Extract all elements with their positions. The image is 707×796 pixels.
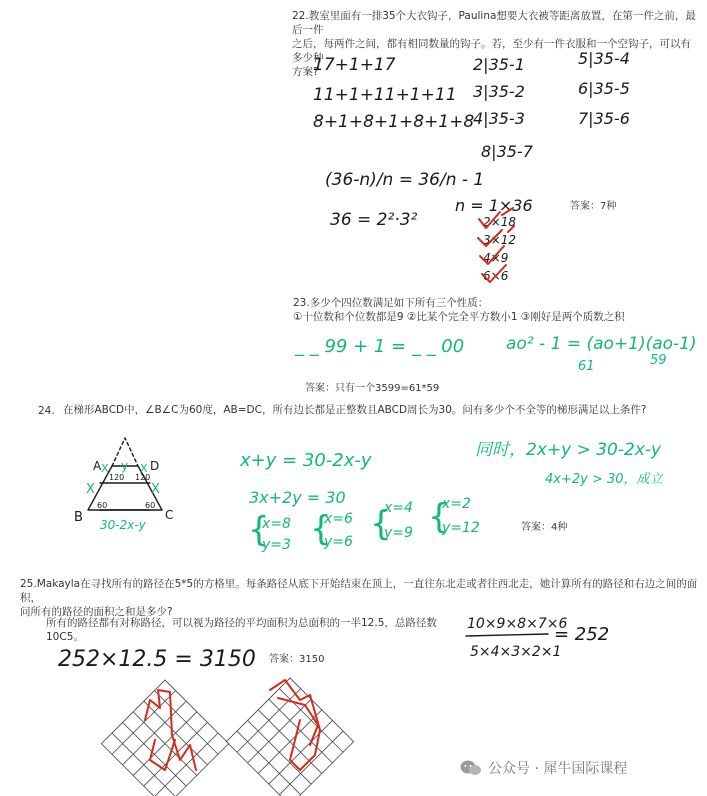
vertex-d: D (150, 459, 160, 473)
sol2-y: y=6 (324, 534, 353, 550)
sol3-x: x=4 (384, 500, 413, 516)
q22-hw-b4: 8|35-7 (481, 142, 533, 161)
q23-hw-g4: 59 (650, 353, 667, 368)
q23-hw-g1: _ _ 99 + 1 = _ _ 00 (295, 336, 465, 357)
q22-hw-f2: 36 = 2²·3² (330, 210, 418, 230)
vertex-b: B (74, 510, 83, 525)
q25-explanation: 所有的路径都有对称路径，可以视为路径的平均面积为总面积的一半12.5，总路径数10C5。 (46, 617, 437, 643)
q25-hw-frac-top: 10×9×8×7×6 (467, 616, 568, 632)
side-x-1: X (86, 482, 95, 497)
brace-icon: { (310, 509, 332, 549)
q22-hw-c2: 6|35-5 (578, 79, 630, 98)
q24-answer: 答案：4种 (521, 522, 568, 533)
q23-hw-g3: 61 (578, 359, 595, 374)
watermark-text: 公众号 · 犀牛国际课程 (488, 761, 628, 777)
q23-hw-g2: ao² - 1 = (ao+1)(ao-1) (506, 334, 697, 354)
q25-answer: 答案：3150 (269, 654, 325, 665)
q22-line-2: 之后，每两件之间，都有相同数量的钩子。若，至少有一件衣服和一个空钩子，可以有多少种 (292, 38, 691, 64)
q22-hw-b3: 4|35-3 (473, 109, 525, 128)
q22-hw-b1: 2|35-1 (473, 55, 525, 74)
q24-hw-e2: 同时，2x+y > 30-2x-y (475, 440, 662, 460)
q24-question: 在梯形ABCD中，∠B∠C为60度，AB=DC，所有边长都是正整数且ABCD周长为30。问有多少个不全等的梯形满足以上条件? (63, 404, 647, 416)
brace-icon: { (248, 510, 270, 550)
vertex-a: A (93, 459, 102, 473)
grid-right (226, 678, 353, 796)
wechat-icon (460, 759, 482, 777)
side-x-2: X (151, 482, 160, 497)
q22-hw-list-3: 4×9 (483, 251, 509, 265)
q22-line-3: 方案? (292, 66, 319, 78)
q25-line-2: 问所有的路径的面积之和是多少? (20, 606, 173, 618)
q23-answer: 答案：只有一个3599=61*59 (305, 383, 440, 394)
q24-hw-e3: 4x+2y > 30，成立 (545, 472, 663, 487)
q22-hw-a2: 11+1+11+1+11 (313, 85, 457, 105)
q22-hw-f3: n = 1×36 (455, 196, 533, 215)
brace-icon: { (428, 497, 450, 537)
top-y: y (121, 459, 129, 473)
sol4-x: x=2 (442, 496, 471, 512)
q22-hw-a3: 8+1+8+1+8+1+8 (313, 112, 475, 132)
q22-hw-f1: (36-n)/n = 36/n - 1 (325, 170, 485, 190)
sol1-x: x=8 (262, 516, 291, 532)
path-scribble-left (145, 690, 196, 770)
q22-line-1: 22.教室里面有一排35个大衣钩子，Paulina想要大衣被等距离放置，在第一件之前，最后一件 (292, 10, 696, 36)
sol1-y: y=3 (262, 537, 291, 553)
vertex-c: C (165, 508, 174, 522)
bottom-expr: 30-2x-y (100, 518, 146, 532)
q22-hw-list-1: 2×18 (483, 215, 516, 229)
q25-hw-calc: 252×12.5 = 3150 (58, 647, 256, 672)
q25-hw-eq: = 252 (554, 624, 610, 645)
sol3-y: y=9 (384, 525, 413, 541)
sol2-x: x=6 (324, 511, 353, 527)
angle-a: 120 (109, 473, 125, 482)
side-x-4: X (140, 462, 148, 475)
q24-hw-e1: x+y = 30-2x-y (240, 450, 372, 471)
q22-hw-c3: 7|35-6 (578, 109, 630, 128)
watermark (460, 758, 627, 778)
q25-hw-frac-bot: 5×4×3×2×1 (470, 644, 562, 660)
q22-hw-a1: 17+1+17 (313, 55, 396, 75)
q24-hw-e4: 3x+2y = 30 (249, 488, 346, 507)
q22-hw-c1: 5|35-4 (578, 49, 630, 68)
angle-d: 120 (135, 473, 151, 482)
q22-hw-b2: 3|35-2 (473, 82, 525, 101)
q24-number: 24. (38, 405, 55, 417)
q22-hw-list-2: 3×12 (483, 233, 516, 247)
brace-icon: { (370, 504, 392, 544)
side-x-3: X (101, 462, 109, 475)
q22-answer: 答案：7种 (570, 201, 617, 212)
fraction-bar (466, 634, 548, 636)
sol4-y: y=12 (442, 520, 480, 536)
q25-line-1: 25.Makayla在寻找所有的路径在5*5的方格里。每条路径从底下开始结束在顶上，一直往东北走或者往西北走，她计算所有的路径和右边之间的面积， (20, 578, 698, 604)
q23-line-1: 23.多少个四位数满足如下所有三个性质： (293, 297, 489, 309)
angle-c: 60 (145, 501, 156, 510)
q23-line-2: ①十位数和个位数都是9 ②比某个完全平方数小1 ③刚好是两个质数之积 (293, 311, 625, 323)
grid-left (101, 680, 228, 796)
angle-b: 60 (97, 501, 108, 510)
q22-hw-list-4: 6×6 (483, 269, 509, 283)
